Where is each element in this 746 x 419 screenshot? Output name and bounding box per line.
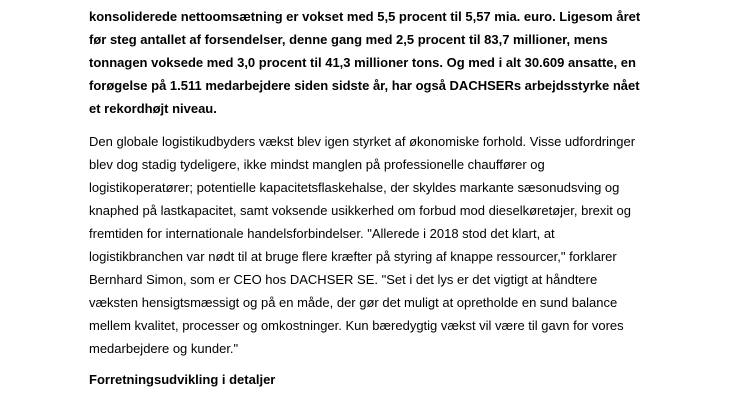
body-line: logistikbranchen var nødt til at bruge flere kræfter på styring af knappe ressourcer," forklarer — [89, 249, 617, 264]
body-paragraph — [89, 130, 689, 360]
section-heading: Forretningsudvikling i detaljer — [89, 372, 276, 387]
lead-line: før steg antallet af forsendelser, denne gang med 2,5 procent til 83,7 millioner, mens — [89, 32, 608, 47]
lead-line: forøgelse på 1.511 medarbejdere siden sidste år, har også DACHSERs arbejdsstyrke nået — [89, 78, 640, 93]
body-line: blev dog stadig tydeligere, ikke mindst manglen på professionelle chauffører og — [89, 157, 545, 172]
lead-line: konsoliderede nettoomsætning er vokset med 5,5 procent til 5,57 mia. euro. Ligesom året — [89, 9, 641, 24]
lead-line: tonnagen voksede med 3,0 procent til 41,3 millioner tons. Og med i alt 30.609 ansatte, en — [89, 55, 636, 70]
body-line: væksten hensigtsmæssigt og på en måde, der gør det muligt at opretholde en sund balance — [89, 295, 618, 310]
body-line: Bernhard Simon, som er CEO hos DACHSER SE. "Set i det lys er det vigtigt at håndtere — [89, 272, 598, 287]
lead-line: et rekordhøjt niveau. — [89, 101, 217, 116]
body-line: Den globale logistikudbyders vækst blev igen styrket af økonomiske forhold. Visse udfordringer — [89, 134, 636, 149]
lead-paragraph — [89, 5, 689, 120]
body-line: medarbejdere og kunder." — [89, 341, 239, 356]
document-page — [89, 5, 689, 391]
body-line: mellem kvalitet, processer og omkostninger. Kun bæredygtig vækst vil være til gavn for vores — [89, 318, 624, 333]
body-line: knaphed på lastkapacitet, samt voksende usikkerhed om forbud mod dieselkøretøjer, brexit og — [89, 203, 631, 218]
body-line: fremtiden for internationale handelsforbindelser. "Allerede i 2018 stod det klart, at — [89, 226, 555, 241]
body-line: logistikoperatører; potentielle kapacitetsflaskehalse, der skyldes markante sæsonudsving og — [89, 180, 620, 195]
